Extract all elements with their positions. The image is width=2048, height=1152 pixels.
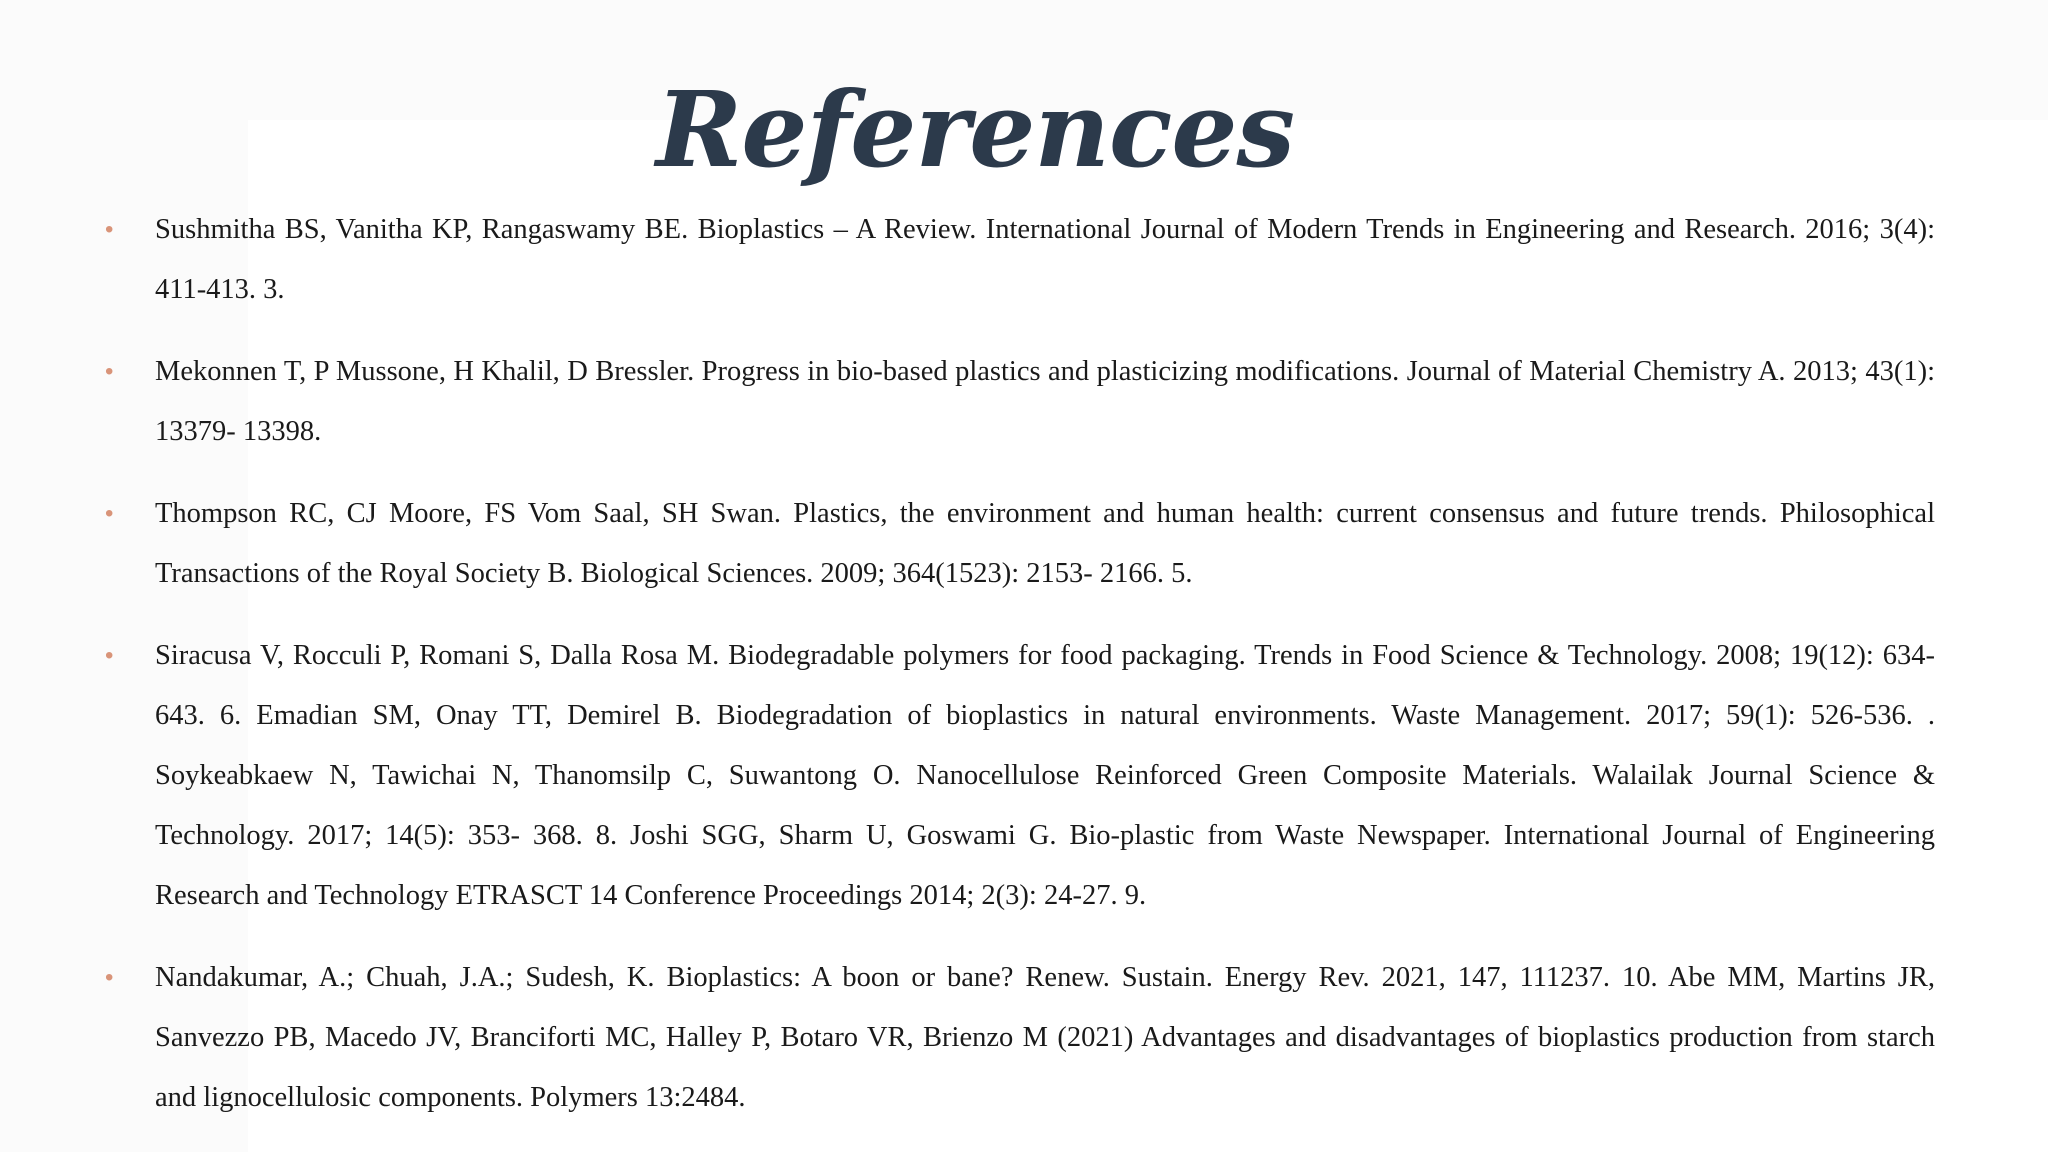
reference-list xyxy=(105,200,1935,1150)
reference-text: Mekonnen T, P Mussone, H Khalil, D Bressler. Progress in bio-based plastics and plasticizing modifications. Journal of Material Chemistry A. 2013; 43(1): 13379- 13398. xyxy=(155,356,1935,447)
bullet-icon: • xyxy=(105,358,114,385)
reference-item xyxy=(105,948,1935,1128)
reference-text: Nandakumar, A.; Chuah, J.A.; Sudesh, K. Bioplastics: A boon or bane? Renew. Sustain. Energy Rev. 2021, 147, 111237. 10. Abe MM, Martins JR, Sanvezzo PB, Macedo JV, Branciforti MC, Halley P, Botaro VR, Brienzo M (2021) Advantages and disadvantages of bioplastics production from starch and lignocellulosic components. Polymers 13:2484. xyxy=(155,962,1935,1113)
bullet-icon: • xyxy=(105,500,114,527)
bullet-icon: • xyxy=(105,642,114,669)
slide-title: References xyxy=(655,68,1295,191)
reference-item xyxy=(105,200,1935,320)
reference-item xyxy=(105,342,1935,462)
reference-item xyxy=(105,484,1935,604)
bullet-icon: • xyxy=(105,964,114,991)
reference-text: Thompson RC, CJ Moore, FS Vom Saal, SH Swan. Plastics, the environment and human health: current consensus and future trends. Philosophical Transactions of the Royal Society B. Biological Sciences. 2009; 364(1523): 2153- 2166. 5. xyxy=(155,498,1935,589)
reference-text: Siracusa V, Rocculi P, Romani S, Dalla Rosa M. Biodegradable polymers for food packaging. Trends in Food Science & Technology. 2008; 19(12): 634-643. 6. Emadian SM, Onay TT, Demirel B. Biodegradation of bioplastics in natural environments. Waste Management. 2017; 59(1): 526-536. . Soykeabkaew N, Tawichai N, Thanomsilp C, Suwantong O. Nanocellulose Reinforced Green Composite Materials. Walailak Journal Science & Technology. 2017; 14(5): 353- 368. 8. Joshi SGG, Sharm U, Goswami G. Bio-plastic from Waste Newspaper. International Journal of Engineering Research and Technology ETRASCT 14 Conference Proceedings 2014; 2(3): 24-27. 9. xyxy=(155,640,1935,911)
bullet-icon: • xyxy=(105,216,114,243)
reference-text: Sushmitha BS, Vanitha KP, Rangaswamy BE. Bioplastics – A Review. International Journal of Modern Trends in Engineering and Research. 2016; 3(4): 411-413. 3. xyxy=(155,214,1935,305)
reference-item xyxy=(105,626,1935,926)
